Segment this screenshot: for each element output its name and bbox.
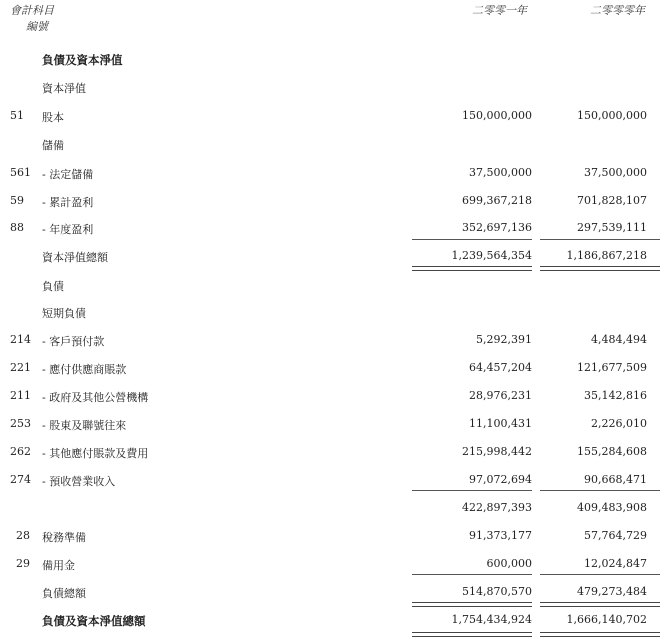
value-2001: 215,998,442 — [462, 445, 532, 458]
subtotal-rule — [540, 239, 660, 240]
row-label: 負債總額 — [42, 587, 86, 600]
account-code: 211 — [10, 389, 31, 402]
row-label: 負債及資本淨值 — [42, 53, 123, 67]
account-code: 28 — [16, 529, 30, 542]
row-label: 資本淨值 — [42, 82, 86, 95]
row-label: - 客戶預付款 — [42, 335, 105, 348]
account-code: 253 — [10, 417, 31, 430]
row-label: 負債及資本淨值總額 — [42, 614, 146, 628]
subtotal-rule — [412, 239, 532, 240]
total-double-rule — [540, 602, 660, 607]
subsection-liabilities — [0, 278, 665, 298]
value-2001: 1,754,434,924 — [451, 613, 532, 626]
row-label: 股本 — [42, 111, 64, 124]
table-row — [0, 445, 665, 465]
value-2000: 150,000,000 — [577, 109, 647, 122]
table-row — [0, 389, 665, 409]
value-2000: 4,484,494 — [591, 333, 647, 346]
table-row — [0, 221, 665, 241]
table-row-grand-total — [0, 613, 665, 633]
value-2000: 1,666,140,702 — [566, 613, 647, 626]
subsection-capital — [0, 80, 665, 100]
row-label: 短期負債 — [42, 307, 86, 320]
value-2001: 699,367,218 — [462, 194, 532, 207]
subtotal-rule — [412, 490, 532, 491]
value-2000: 57,764,729 — [584, 529, 647, 542]
value-2000: 479,273,484 — [577, 585, 647, 598]
row-label: 稅務準備 — [42, 531, 86, 544]
row-label: - 年度盈利 — [42, 223, 94, 236]
value-2001: 91,373,177 — [469, 529, 532, 542]
value-2001: 352,697,136 — [462, 221, 532, 234]
value-2001: 600,000 — [486, 557, 532, 570]
table-row — [0, 166, 665, 186]
value-2000: 409,483,908 — [577, 501, 647, 514]
total-double-rule — [540, 266, 660, 271]
value-2000: 35,142,816 — [584, 389, 647, 402]
subsection-current-liabilities — [0, 305, 665, 325]
value-2001: 97,072,694 — [469, 473, 532, 486]
account-code: 59 — [10, 194, 24, 207]
section-heading-liabilities-capital — [0, 52, 665, 72]
year-2001-heading: 二零零一年 — [472, 4, 527, 17]
row-label: 負債 — [42, 280, 64, 293]
value-2001: 422,897,393 — [462, 501, 532, 514]
table-row — [0, 109, 665, 129]
table-row — [0, 529, 665, 549]
row-label: - 應付供應商賬款 — [42, 363, 127, 376]
value-2000: 297,539,111 — [577, 221, 647, 234]
value-2001: 150,000,000 — [462, 109, 532, 122]
row-label: - 累計盈利 — [42, 196, 94, 209]
value-2000: 1,186,867,218 — [566, 249, 647, 262]
value-2000: 37,500,000 — [584, 166, 647, 179]
account-code-heading-sub: 編號 — [26, 20, 48, 33]
value-2001: 64,457,204 — [469, 361, 532, 374]
row-label: - 政府及其他公營機構 — [42, 391, 149, 404]
row-label: 資本淨值總額 — [42, 251, 108, 264]
account-code: 51 — [10, 109, 24, 122]
table-row — [0, 194, 665, 214]
value-2001: 5,292,391 — [476, 333, 532, 346]
subsection-reserves — [0, 137, 665, 157]
account-code: 214 — [10, 333, 31, 346]
value-2001: 37,500,000 — [469, 166, 532, 179]
value-2001: 1,239,564,354 — [451, 249, 532, 262]
total-double-rule — [412, 602, 532, 607]
value-2000: 121,677,509 — [577, 361, 647, 374]
account-code: 262 — [10, 445, 31, 458]
row-label: - 法定儲備 — [42, 168, 94, 181]
value-2000: 2,226,010 — [591, 417, 647, 430]
value-2001: 28,976,231 — [469, 389, 532, 402]
value-2000: 90,668,471 — [584, 473, 647, 486]
row-label: - 其他應付賬款及費用 — [42, 447, 149, 460]
value-2001: 514,870,570 — [462, 585, 532, 598]
row-label: - 股東及聯號往來 — [42, 419, 127, 432]
row-label: 備用金 — [42, 559, 75, 572]
account-code: 561 — [10, 166, 31, 179]
value-2000: 12,024,847 — [584, 557, 647, 570]
account-code: 221 — [10, 361, 31, 374]
subtotal-rule — [412, 574, 532, 575]
table-row — [0, 333, 665, 353]
value-2000: 155,284,608 — [577, 445, 647, 458]
subtotal-rule — [540, 574, 660, 575]
table-row — [0, 361, 665, 381]
table-row-subtotal — [0, 501, 665, 521]
value-2000: 701,828,107 — [577, 194, 647, 207]
account-code: 88 — [10, 221, 24, 234]
grand-total-double-rule — [540, 632, 660, 637]
grand-total-double-rule — [412, 632, 532, 637]
account-code-heading: 會計科目 — [10, 4, 54, 17]
total-double-rule — [412, 266, 532, 271]
account-code: 274 — [10, 473, 31, 486]
table-row — [0, 417, 665, 437]
year-2000-heading: 二零零零年 — [590, 4, 645, 17]
value-2001: 11,100,431 — [469, 417, 532, 430]
row-label: - 預收營業收入 — [42, 475, 116, 488]
account-code: 29 — [16, 557, 30, 570]
row-label: 儲備 — [42, 139, 64, 152]
subtotal-rule — [540, 490, 660, 491]
